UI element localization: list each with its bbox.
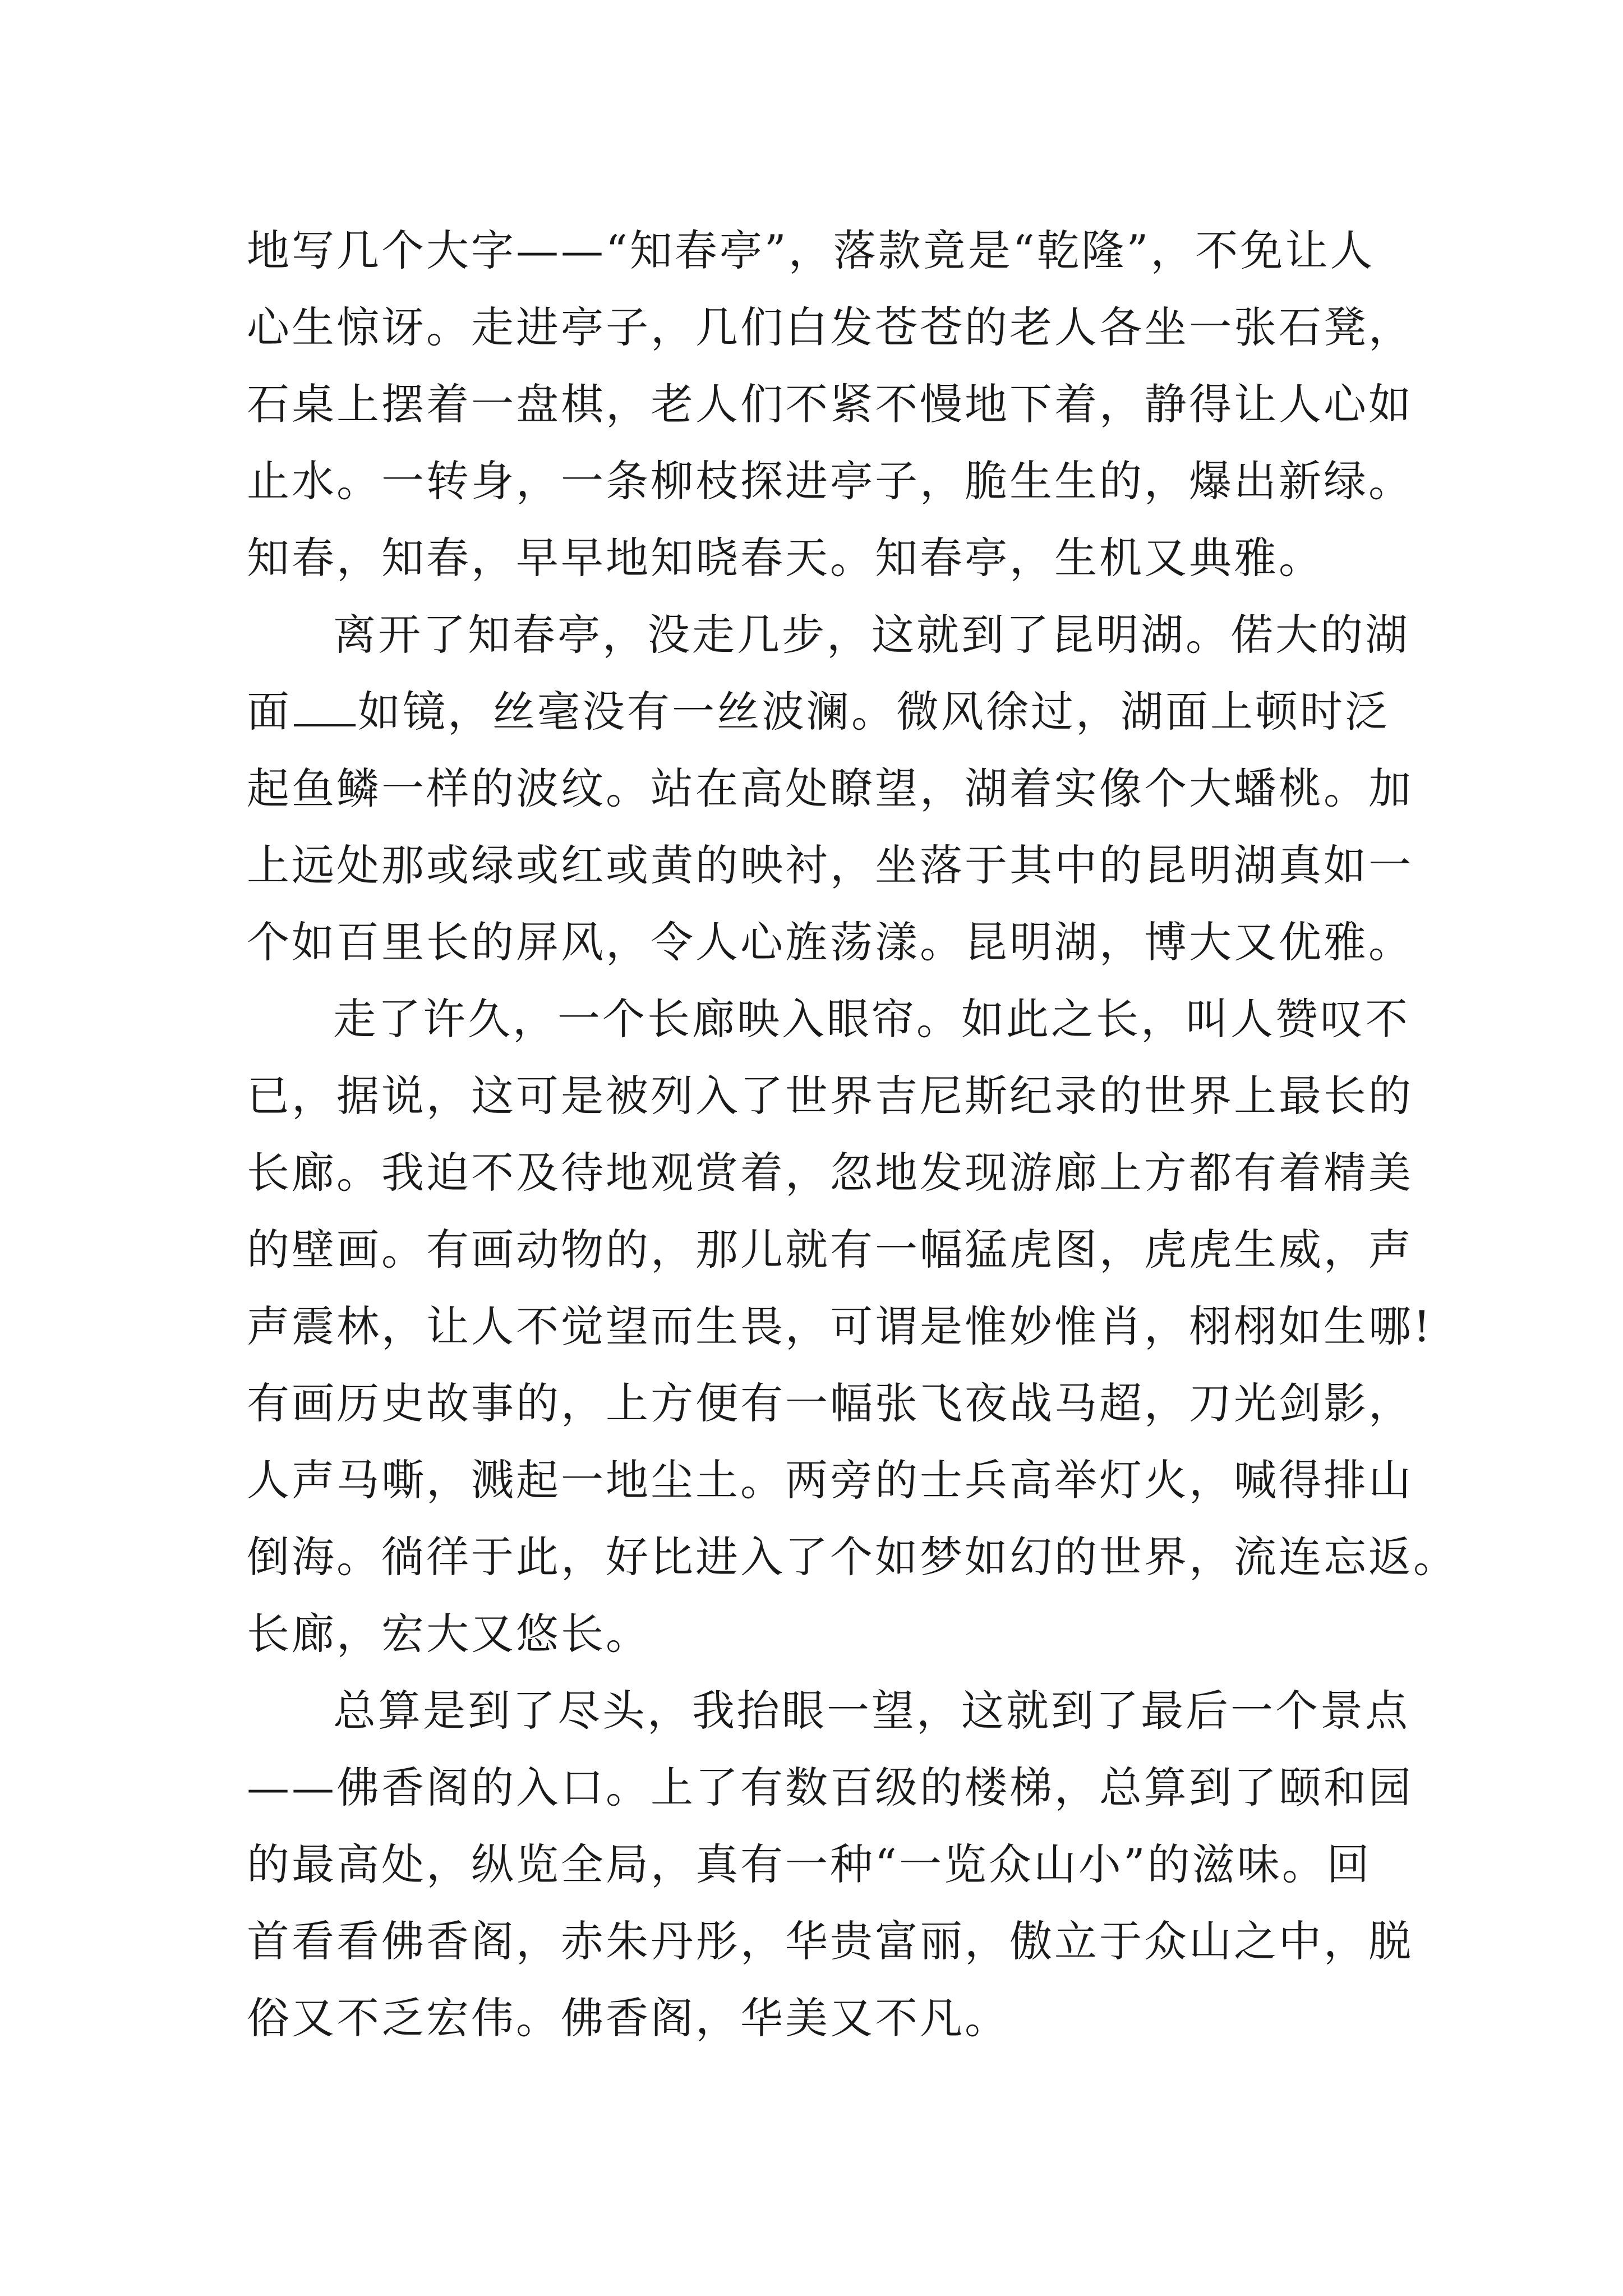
paragraph-long-corridor: [247, 981, 1458, 1672]
text-line: 俗又不乏宏伟。佛香阁，华美又不凡。: [247, 1993, 1009, 2043]
text-line: ——佛香阁的入口。上了有数百级的楼梯，总算到了颐和园: [247, 1763, 1413, 1812]
text-line: 心生惊讶。走进亭子，几们白发苍苍的老人各坐一张石凳，: [247, 302, 1413, 352]
text-line: 人声马嘶，溅起一地尘土。两旁的士兵高举灯火，喊得排山: [247, 1455, 1413, 1505]
essay-body: [247, 212, 1458, 2056]
text-line: 石桌上摆着一盘棋，老人们不紧不慢地下着，静得让人心如: [247, 379, 1413, 429]
text-line: 总算是到了尽头，我抬眼一望，这就到了最后一个景点: [333, 1686, 1410, 1736]
fill-in-blank: [294, 691, 356, 726]
text-line: 长廊，宏大又悠长。: [247, 1609, 651, 1659]
text-line: 有画历史故事的，上方便有一幅张飞夜战马超，刀光剑影，: [247, 1378, 1413, 1428]
text-line: 已，据说，这可是被列入了世界吉尼斯纪录的世界上最长的: [247, 1071, 1413, 1121]
text-line: 倒海。徜徉于此，好比进入了个如梦如幻的世界，流连忘返。: [247, 1532, 1458, 1582]
paragraph-foxiangge: [247, 1672, 1413, 2056]
text-line: 知春，知春，早早地知晓春天。知春亭，生机又典雅。: [247, 533, 1324, 583]
text-segment: 面: [247, 687, 292, 737]
text-line: 的壁画。有画动物的，那儿就有一幅猛虎图，虎虎生威，声: [247, 1225, 1413, 1274]
text-line: 止水。一转身，一条柳枝探进亭子，脆生生的，爆出新绿。: [247, 456, 1413, 506]
text-line: 的最高处，纵览全局，真有一种“一览众山小”的滋味。回: [247, 1839, 1372, 1889]
text-line: 声震林，让人不觉望而生畏，可谓是惟妙惟肖，栩栩如生哪!: [247, 1301, 1433, 1351]
text-line-with-blank: [247, 673, 1402, 750]
text-line: 长廊。我迫不及待地观赏着，忽地发现游廊上方都有着精美: [247, 1148, 1413, 1198]
paragraph-kunming-lake: [247, 596, 1413, 981]
text-line: 首看看佛香阁，赤朱丹彤，华贵富丽，傲立于众山之中，脱: [247, 1916, 1413, 1966]
paragraph-zhichunting: [247, 212, 1413, 596]
text-line: 地写几个大字——“知春亭”，落款竟是“乾隆”，不免让人: [247, 226, 1375, 275]
text-line: 离开了知春亭，没走几步，这就到了昆明湖。偌大的湖: [333, 610, 1410, 660]
text-line: 上远处那或绿或红或黄的映衬，坐落于其中的昆明湖真如一: [247, 840, 1413, 890]
text-line: 个如百里长的屏风，令人心旌荡漾。昆明湖，博大又优雅。: [247, 917, 1413, 967]
text-segment: 如镜，丝毫没有一丝波澜。微风徐过，湖面上顿时泛: [358, 687, 1390, 737]
text-line: 走了许久，一个长廊映入眼帘。如此之长，叫人赞叹不: [333, 994, 1410, 1044]
text-line: 起鱼鳞一样的波纹。站在高处瞭望，湖着实像个大蟠桃。加: [247, 763, 1413, 813]
